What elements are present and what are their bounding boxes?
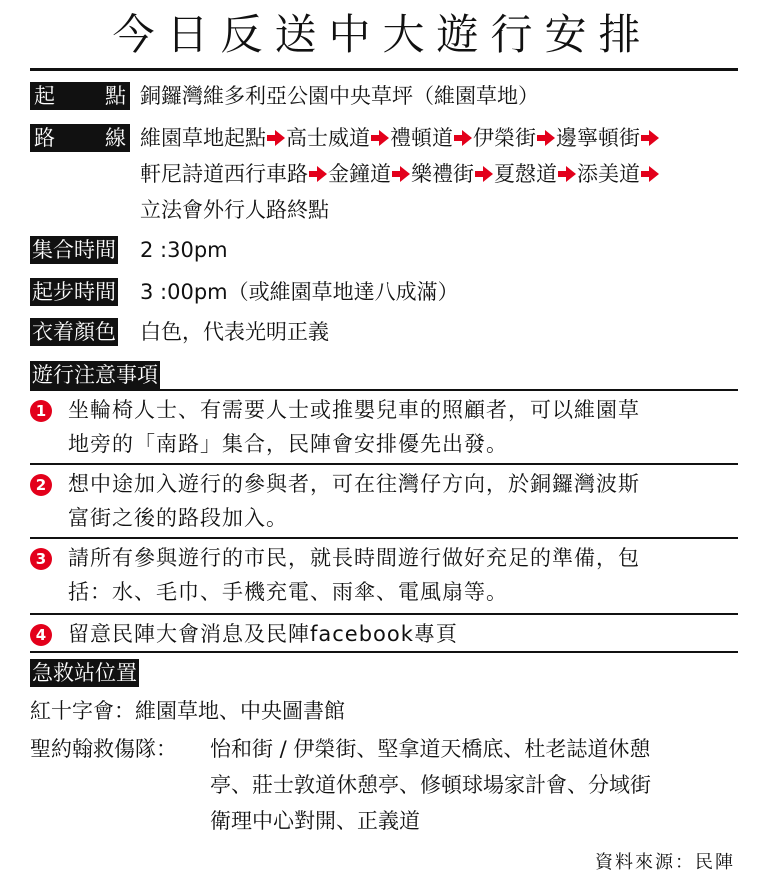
route-stop: 維園草地起點 bbox=[140, 126, 266, 150]
start-point-label bbox=[30, 82, 130, 110]
red-arrow-icon bbox=[308, 160, 328, 188]
assembly-text: 2 :30pm bbox=[140, 238, 228, 262]
route-line-1 bbox=[140, 124, 660, 152]
note-number-badge: 1 bbox=[30, 400, 52, 422]
notes-divider bbox=[30, 389, 738, 391]
st-john-line-1: 怡和街 / 伊榮街、堅拿道天橋底、杜老誌道休憩 bbox=[210, 737, 651, 761]
note-item-1-line-2: 地旁的「南路」集合，民陣會安排優先出發。 bbox=[68, 432, 508, 456]
route-stop: 禮頓道 bbox=[390, 126, 453, 150]
route-stop: 伊榮街 bbox=[473, 126, 536, 150]
note-number-badge: 4 bbox=[30, 624, 52, 646]
red-cross-text: 紅十字會：維園草地、中央圖書館 bbox=[30, 699, 345, 723]
route-label-a: 路 bbox=[34, 126, 55, 150]
red-arrow-icon bbox=[640, 160, 660, 188]
notes-heading: 遊行注意事項 bbox=[32, 363, 158, 387]
dress-label: 衣着顏色 bbox=[32, 320, 116, 344]
st-john-label: 聖約翰救傷隊： bbox=[30, 737, 177, 761]
red-arrow-icon bbox=[391, 160, 411, 188]
route-label bbox=[30, 124, 130, 152]
note-number-badge: 3 bbox=[30, 548, 52, 570]
st-john-line-2: 亭、莊士敦道休憩亭、修頓球場家計會、分域街 bbox=[210, 773, 651, 797]
note-number-badge: 2 bbox=[30, 474, 52, 496]
title-divider bbox=[30, 68, 738, 71]
first-aid-heading: 急救站位置 bbox=[32, 661, 137, 685]
route-stop: 邊寧頓街 bbox=[556, 126, 640, 150]
route-label-b: 線 bbox=[105, 126, 126, 150]
note-item-2-line-2: 富街之後的路段加入。 bbox=[68, 506, 288, 530]
start-point-text: 銅鑼灣維多利亞公園中央草坪（維園草地） bbox=[140, 84, 539, 108]
route-line-3: 立法會外行人路終點 bbox=[140, 198, 329, 222]
departure-label: 起步時間 bbox=[32, 280, 116, 304]
red-arrow-icon bbox=[640, 124, 660, 152]
route-stop: 添美道 bbox=[577, 162, 640, 186]
red-arrow-icon bbox=[474, 160, 494, 188]
route-line-2 bbox=[140, 160, 660, 188]
note-item-3-line-2: 括：水、毛巾、手機充電、雨傘、電風扇等。 bbox=[68, 580, 508, 604]
note-item-2-line-1: 想中途加入遊行的參與者，可在往灣仔方向，於銅鑼灣波斯 bbox=[68, 472, 640, 496]
red-arrow-icon bbox=[536, 124, 556, 152]
dress-text: 白色，代表光明正義 bbox=[140, 320, 329, 344]
st-john-line-3: 衛理中心對開、正義道 bbox=[210, 809, 420, 833]
start-point-label-b: 點 bbox=[105, 84, 126, 108]
departure-text: 3 :00pm（或維園草地達八成滿） bbox=[140, 280, 459, 304]
start-point-label-a: 起 bbox=[34, 84, 55, 108]
note-item-3-line-1: 請所有參與遊行的市民，就長時間遊行做好充足的準備，包 bbox=[68, 546, 640, 570]
route-stop: 軒尼詩道西行車路 bbox=[140, 162, 308, 186]
source-credit: 資料來源：民陣 bbox=[595, 852, 735, 873]
red-arrow-icon bbox=[370, 124, 390, 152]
route-stop: 樂禮街 bbox=[411, 162, 474, 186]
note-divider bbox=[30, 537, 738, 539]
route-stop: 夏慤道 bbox=[494, 162, 557, 186]
route-stop: 金鐘道 bbox=[328, 162, 391, 186]
note-divider bbox=[30, 613, 738, 615]
page-title: 今日反送中大遊行安排 bbox=[112, 10, 653, 59]
red-arrow-icon bbox=[266, 124, 286, 152]
red-arrow-icon bbox=[557, 160, 577, 188]
note-item-1-line-1: 坐輪椅人士、有需要人士或推嬰兒車的照顧者，可以維園草 bbox=[68, 398, 640, 422]
red-arrow-icon bbox=[453, 124, 473, 152]
note-divider bbox=[30, 651, 738, 653]
route-stop: 高士威道 bbox=[286, 126, 370, 150]
note-divider bbox=[30, 463, 738, 465]
note-item-4-line-1: 留意民陣大會消息及民陣facebook專頁 bbox=[68, 622, 458, 646]
assembly-label: 集合時間 bbox=[32, 238, 116, 262]
